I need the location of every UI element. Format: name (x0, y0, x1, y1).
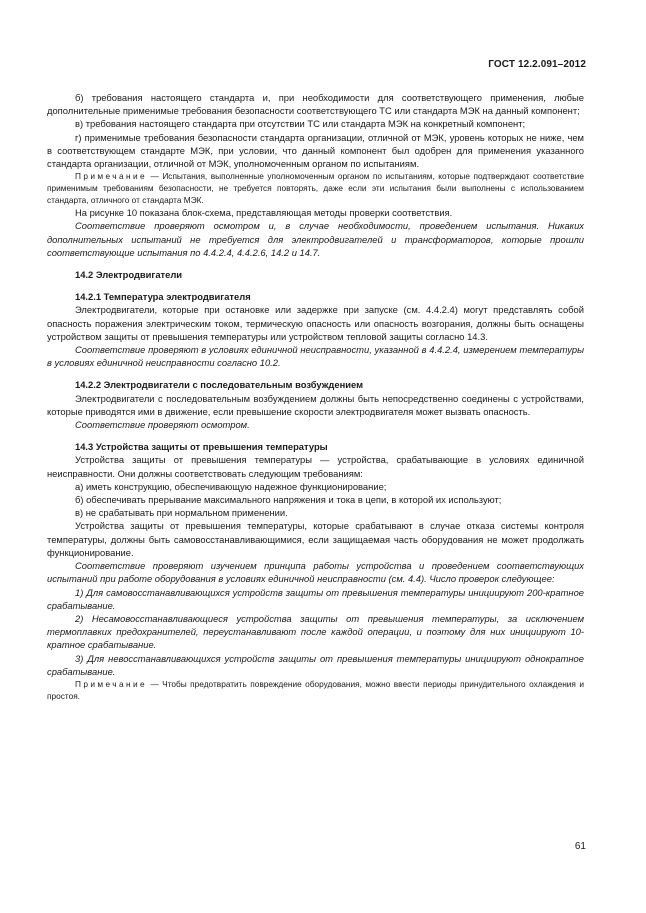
paragraph: На рисунке 10 показана блок-схема, представляющая методы проверки соответствия. (75, 207, 453, 219)
compliance-paragraph: Соответствие проверяют осмотром и, в случае необходимости, проведением испытания. Никаких дополнительных испытаний не требуется для электродвигателей и трансформаторов, которые прошли соответствующие испытания по 4.4.2.4, 4.4.2.6, 14.2 и 14.7. (47, 220, 584, 258)
paragraph: Устройства защиты от превышения температуры — устройства, срабатывающие в условиях единичной неисправности. Они должны соответствовать следующим требованиям: (47, 454, 584, 479)
note-text: — Чтобы предотвратить повреждение оборудования, можно ввести периоды принудительного охлаждения и простоя. (47, 678, 584, 701)
paragraph: б) требования настоящего стандарта и, при необходимости для соответствующего применения, любые дополнительные применимые требования безопасности соответствующего ТС или стандарта МЭК на данный компонент; (47, 92, 584, 117)
compliance-paragraph: Соответствие проверяют осмотром. (75, 419, 250, 431)
standard-header: ГОСТ 12.2.091–2012 (488, 59, 586, 70)
note-label: Примечание (75, 678, 148, 689)
note (47, 678, 584, 702)
list-item: 2) Несамовосстанавливающиеся устройства защиты от превышения температуры, за исключением термоплавких предохранителей, переустанавливают после каждой операции, и поэтому для них инициируют 10-кратное срабатывание. (47, 612, 584, 651)
list-item: 1) Для самовосстанавливающихся устройств защиты от превышения температуры инициируют 200-кратное срабатывание. (47, 586, 584, 611)
section-heading: 14.3 Устройства защиты от превышения температуры (75, 441, 328, 453)
note-text: — Испытания, выполненные уполномоченным органом по испытаниям, которые подтверждают соответствие применимым требованиям безопасности, не требуется повторять, даже если эти испытания были выполнены с использованием стандарта, отличного от стандарта МЭК. (47, 171, 584, 206)
list-item: в) не срабатывать при нормальном применении. (75, 507, 288, 519)
subsection-heading: 14.2.2 Электродвигатели с последовательным возбуждением (75, 379, 364, 391)
paragraph: Электродвигатели, которые при остановке или задержке при запуске (см. 4.4.2.4) могут представлять собой опасность поражения электрическим током, термическую опасность или опасность возгорания, должны быть оснащены устройством защиты от превышения температуры или устройством тепловой защиты согласно 14.3. (47, 304, 584, 342)
list-item: б) обеспечивать прерывание максимального напряжения и тока в цепи, в которой их используют; (75, 494, 502, 506)
compliance-paragraph: Соответствие проверяют в условиях единичной неисправности, указанной в 4.4.2.4, измерением температуры в условиях единичной неисправности согласно 10.2. (47, 344, 584, 369)
subsection-heading: 14.2.1 Температура электродвигателя (75, 291, 251, 303)
list-item: 3) Для невосстанавливающихся устройств защиты от превышения температуры инициируют однократное срабатывание. (47, 652, 584, 677)
note-label: Примечание (75, 171, 148, 182)
paragraph: в) требования настоящего стандарта при отсутствии ТС или стандарта МЭК на конкретный компонент; (75, 118, 526, 130)
document-body (47, 91, 584, 702)
page-number: 61 (574, 841, 586, 852)
note (47, 170, 584, 206)
compliance-paragraph: Соответствие проверяют изучением принципа работы устройства и проведением соответствующих испытаний при работе оборудования в условиях единичной неисправности (см. 4.4). Число проверок следующее: (47, 560, 584, 585)
section-heading: 14.2 Электродвигатели (75, 269, 183, 281)
paragraph: Устройства защиты от превышения температуры, которые срабатывают в случае отказа системы контроля температуры, должны быть самовосстанавливающимися, если защищаемая часть оборудования не может продолжать функционирование. (47, 520, 584, 558)
paragraph: Электродвигатели с последовательным возбуждением должны быть непосредственно соединены с устройствами, которые приводятся ими в движение, если превышение скорости электродвигателя может вызвать опасность. (47, 392, 584, 417)
list-item: а) иметь конструкцию, обеспечивающую надежное функционирование; (75, 480, 387, 492)
paragraph: г) применимые требования безопасности стандарта организации, отличной от МЭК, уровень которых не ниже, чем в соответствующем стандарте МЭК, при условии, что данный компонент был одобрен для применения указанного стандарта организации, отличной от МЭК, уполномоченным органом по испытаниям. (47, 131, 584, 170)
